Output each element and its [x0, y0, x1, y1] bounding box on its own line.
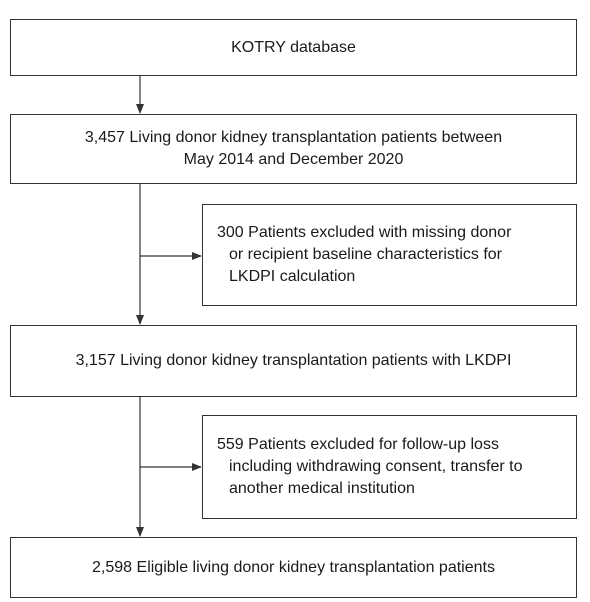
box-excluded-559-line-1: 559 Patients excluded for follow-up loss: [217, 436, 499, 453]
box-excluded-559: [202, 415, 577, 519]
box-3457-patients: [10, 114, 577, 184]
box-2598-eligible: [10, 537, 577, 598]
box-2598-eligible-line-1: 2,598 Eligible living donor kidney transplantation patients: [92, 558, 495, 576]
box-excluded-559-line-2: including withdrawing consent, transfer to: [229, 458, 523, 475]
box-excluded-300-line-1: 300 Patients excluded with missing donor: [217, 224, 512, 241]
box-excluded-300: [202, 204, 577, 306]
box-excluded-300-line-2: or recipient baseline characteristics for: [229, 246, 503, 263]
box-kotry-database-line-1: KOTRY database: [231, 38, 356, 56]
box-3457-patients-line-1: 3,457 Living donor kidney transplantation patients between: [84, 129, 503, 146]
box-kotry-database: [10, 19, 577, 76]
box-3457-patients-line-2: May 2014 and December 2020: [183, 151, 404, 168]
box-excluded-300-line-3: LKDPI calculation: [229, 268, 356, 285]
box-3157-patients-line-1: 3,157 Living donor kidney transplantation patients with LKDPI: [75, 352, 512, 369]
box-3157-patients: [10, 325, 577, 397]
box-excluded-559-line-3: another medical institution: [229, 480, 415, 497]
